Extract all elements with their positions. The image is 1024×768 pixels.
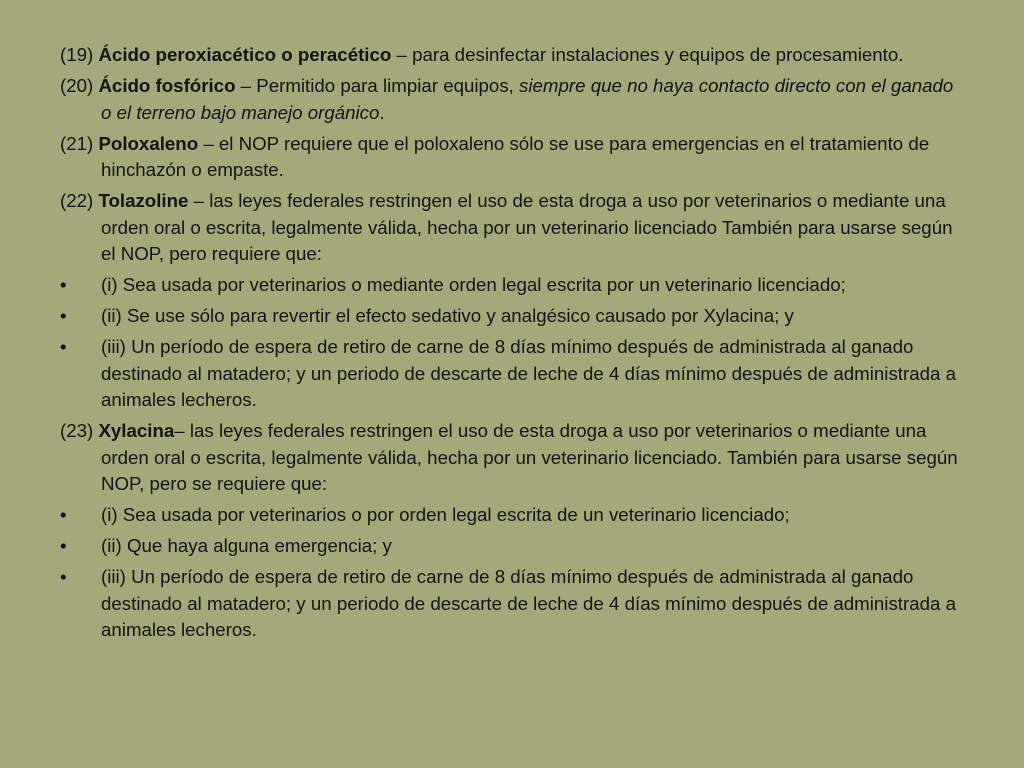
- bullet-text: (iii) Un período de espera de retiro de carne de 8 días mínimo después de administrada al ganado destinado al matadero; y un periodo de descarte de leche de 4 días mínimo después de administrada a animales lecheros.: [101, 566, 956, 640]
- bullet-item-22-iii: [60, 334, 964, 414]
- entry-23: [60, 418, 964, 498]
- entry-21: [60, 131, 964, 184]
- bullet-text: (i) Sea usada por veterinarios o mediante orden legal escrita por un veterinario licenciado;: [101, 274, 846, 295]
- bullet-text: (i) Sea usada por veterinarios o por orden legal escrita de un veterinario licenciado;: [101, 504, 790, 525]
- entry-22: [60, 188, 964, 268]
- entry-number: (22): [60, 190, 94, 211]
- entry-number: (21): [60, 132, 94, 154]
- bullet-text: (ii) Que haya alguna emergencia; y: [101, 535, 392, 556]
- entry-text: – las leyes federales restringen el uso de esta droga a uso por veterinarios o mediante una orden oral o escrita, legalmente válida, hecha por un veterinario licenciado. También para usarse según NOP, pero se requiere que:: [101, 420, 958, 494]
- entry-19: [60, 42, 964, 69]
- entry-term: Tolazoline: [98, 190, 189, 211]
- bullet-icon: •: [60, 336, 67, 357]
- entry-number: (20): [60, 75, 94, 96]
- entry-20: [60, 73, 964, 126]
- entry-number: (23): [60, 420, 94, 441]
- bullet-item-22-i: [60, 272, 964, 299]
- bullet-icon: •: [60, 305, 67, 326]
- entry-term: Poloxaleno: [98, 132, 199, 154]
- entry-term: Xylacina: [98, 420, 175, 441]
- bullet-icon: •: [60, 504, 67, 525]
- entry-italic-text: siempre que no haya contacto directo con el ganado o el terreno bajo manejo orgánico: [101, 75, 954, 123]
- entry-tail: .: [379, 101, 385, 123]
- bullet-icon: •: [60, 274, 67, 295]
- bullet-text: (iii) Un período de espera de retiro de carne de 8 días mínimo después de administrada al ganado destinado al matadero; y un periodo de descarte de leche de 4 días mínimo después de administrada a animales lecheros.: [101, 336, 956, 410]
- entry-term: Ácido fosfórico: [98, 75, 236, 96]
- entry-text: – las leyes federales restringen el uso de esta droga a uso por veterinarios o mediante una orden oral o escrita, legalmente válida, hecha por un veterinario licenciado También para usarse según el NOP, pero requiere que:: [101, 190, 953, 264]
- bullet-item-23-iii: [60, 564, 964, 644]
- entry-number: (19): [60, 44, 94, 65]
- bullet-text: (ii) Se use sólo para revertir el efecto sedativo y analgésico causado por Xylacina; y: [101, 305, 794, 326]
- entry-text: – el NOP requiere que el poloxaleno sólo se use para emergencias en el tratamiento de hinchazón o empaste.: [101, 132, 930, 180]
- entry-text: – Permitido para limpiar equipos,: [235, 75, 520, 96]
- bullet-item-23-i: [60, 502, 964, 529]
- entry-text: – para desinfectar instalaciones y equipos de procesamiento.: [391, 44, 904, 65]
- bullet-item-23-ii: [60, 533, 964, 560]
- bullet-icon: •: [60, 566, 67, 587]
- bullet-icon: •: [60, 535, 67, 556]
- bullet-item-22-ii: [60, 303, 964, 330]
- entry-term: Ácido peroxiacético o peracético: [98, 44, 392, 65]
